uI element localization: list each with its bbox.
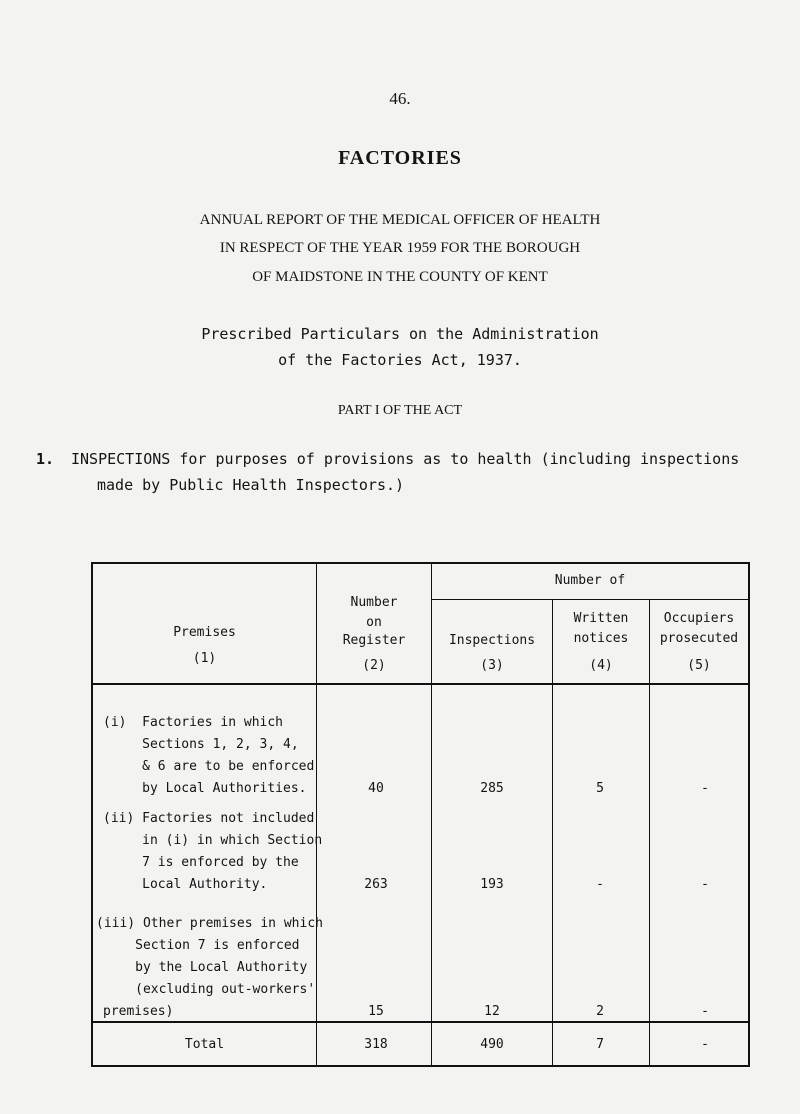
header-register-2: on (366, 615, 382, 630)
row-2-notices: - (596, 877, 604, 892)
row-3-label-line-5: premises) (103, 1004, 174, 1019)
section-number: 1. (36, 450, 55, 468)
table-top-border (91, 562, 749, 564)
report-header-line-3: OF MAIDSTONE IN THE COUNTY OF KENT (252, 269, 548, 285)
page-title: FACTORIES (338, 147, 462, 169)
table-right-border (748, 562, 750, 1067)
report-header-line-1: ANNUAL REPORT OF THE MEDICAL OFFICER OF HEALTH (199, 212, 601, 228)
row-3-label-line-1: (iii) Other premises in which (96, 916, 323, 931)
total-prosecuted: - (701, 1037, 709, 1052)
row-1-label-line-2: Sections 1, 2, 3, 4, (103, 737, 299, 752)
row-3-inspections: 12 (484, 1004, 500, 1019)
header-inspections: Inspections (448, 633, 536, 648)
part-heading: PART I OF THE ACT (337, 403, 463, 418)
total-register: 318 (364, 1037, 388, 1052)
row-2-label-line-1: (ii) Factories not included (103, 811, 315, 826)
report-header-line-2: IN RESPECT OF THE YEAR 1959 FOR THE BOROUGH (219, 240, 581, 256)
row-2-label-line-4: Local Authority. (103, 877, 268, 892)
row-3-prosecuted: - (701, 1004, 709, 1019)
total-top-rule (91, 1021, 749, 1023)
header-number-of: Number of (554, 573, 626, 588)
header-register-num: (2) (362, 658, 386, 673)
row-2-label-line-2: in (i) in which Section (103, 833, 323, 848)
header-notices-1: Written (573, 611, 629, 626)
section-heading-line-1: INSPECTIONS for purposes of provisions as to health (including inspections (71, 450, 740, 468)
header-premises-num: (1) (192, 651, 217, 666)
row-3-label-line-2: Section 7 is enforced (96, 938, 300, 953)
row-2-inspections: 193 (480, 877, 504, 892)
row-3-notices: 2 (596, 1004, 604, 1019)
row-3-label-line-4: (excluding out-workers' (96, 982, 316, 997)
header-bottom-rule (91, 683, 749, 685)
row-1-inspections: 285 (480, 781, 504, 796)
row-1-label-line-4: by Local Authorities. (103, 781, 307, 796)
header-notices-2: notices (573, 631, 629, 646)
row-2-register: 263 (364, 877, 388, 892)
row-2-prosecuted: - (701, 877, 709, 892)
page-number: 46. (389, 89, 411, 108)
prescribed-line-2: of the Factories Act, 1937. (278, 351, 522, 369)
header-inspections-num: (3) (480, 658, 504, 673)
header-register-3: Register (342, 633, 406, 648)
header-prosecuted-num: (5) (687, 658, 711, 673)
total-inspections: 490 (480, 1037, 504, 1052)
total-label: Total (184, 1037, 225, 1052)
row-2-label-line-3: 7 is enforced by the (103, 855, 299, 870)
section-heading-line-2: made by Public Health Inspectors.) (97, 476, 405, 494)
prescribed-line-1: Prescribed Particulars on the Administration (201, 325, 599, 343)
table-bottom-border (91, 1065, 749, 1067)
row-3-register: 15 (368, 1004, 384, 1019)
row-1-label-line-3: & 6 are to be enforced (103, 759, 315, 774)
header-prosecuted-1: Occupiers (663, 611, 735, 626)
header-prosecuted-2: prosecuted (659, 631, 739, 646)
row-1-prosecuted: - (701, 781, 709, 796)
total-notices: 7 (596, 1037, 604, 1052)
row-1-notices: 5 (596, 781, 604, 796)
group-header-rule (431, 599, 749, 600)
row-3-label-line-3: by the Local Authority (96, 960, 308, 975)
header-notices-num: (4) (589, 658, 613, 673)
header-register-1: Number (350, 595, 398, 610)
header-premises: Premises (173, 625, 236, 640)
row-1-label-line-1: (i) Factories in which (103, 715, 284, 730)
row-1-register: 40 (368, 781, 384, 796)
